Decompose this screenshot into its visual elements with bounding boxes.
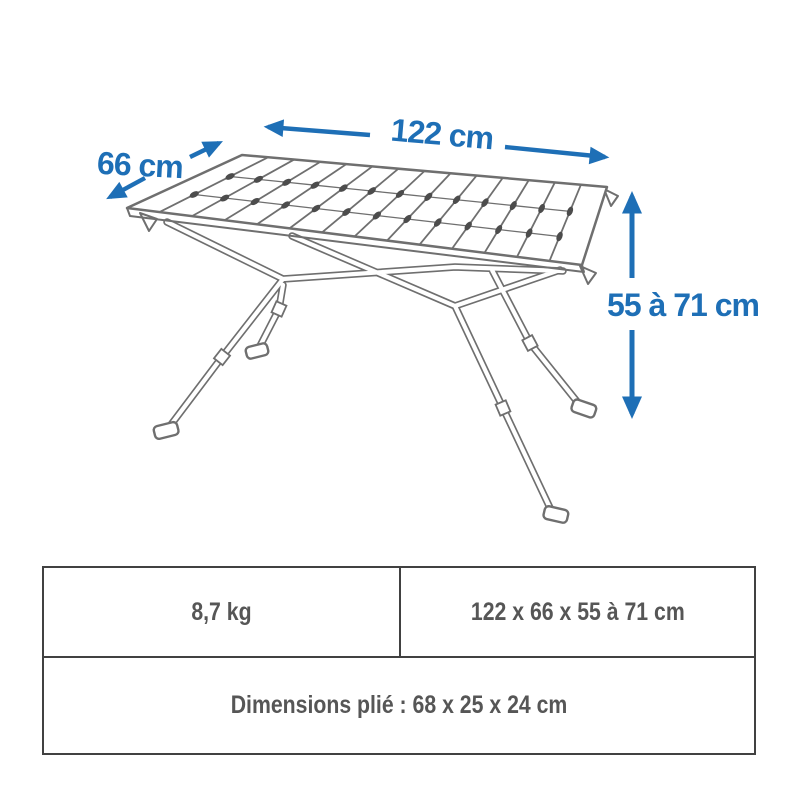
spec-open-dimensions-value: 122 x 66 x 55 à 71 cm	[470, 597, 685, 626]
depth-arrow-up-icon	[190, 143, 219, 157]
spec-weight-value: 8,7 kg	[191, 597, 252, 626]
depth-dimension-label: 66 cm	[96, 144, 184, 186]
spec-open-dimensions-cell	[401, 568, 754, 658]
spec-folded-dimensions-value: Dimensions plié : 68 x 25 x 24 cm	[230, 691, 568, 719]
table-foot	[245, 343, 269, 360]
corner-hook	[140, 213, 157, 231]
width-arrow-right-icon	[505, 147, 605, 157]
table-foot	[153, 421, 179, 439]
height-dimension	[607, 196, 759, 414]
width-arrow-left-icon	[268, 127, 370, 135]
height-dimension-label: 55 à 71 cm	[607, 287, 759, 323]
table-foot	[543, 505, 569, 523]
table-foot	[570, 398, 597, 418]
spec-folded-dimensions-cell	[44, 658, 754, 753]
table-legs-drawing	[153, 222, 597, 524]
width-dimension	[268, 112, 605, 157]
table-top-drawing	[127, 155, 618, 284]
width-dimension-label: 122 cm	[389, 111, 495, 157]
spec-weight-cell	[44, 568, 401, 658]
spec-table	[42, 566, 756, 755]
